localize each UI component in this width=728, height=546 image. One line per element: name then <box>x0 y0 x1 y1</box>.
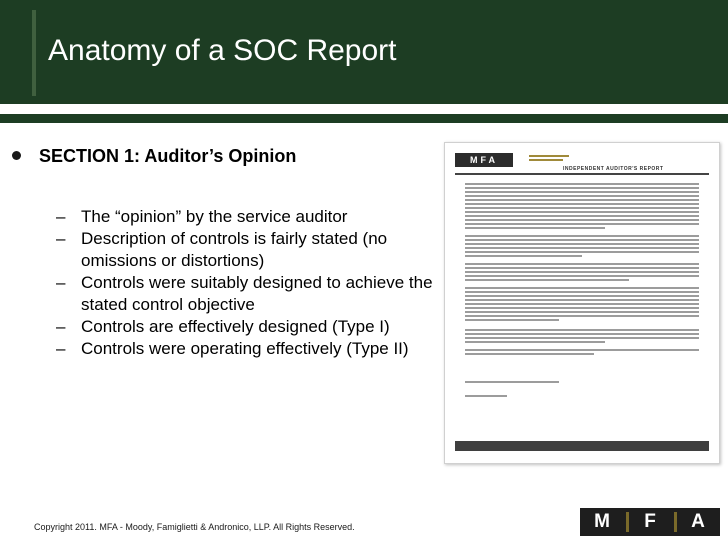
logo-letter: A <box>691 511 705 532</box>
mfa-logo <box>580 508 720 536</box>
list-item: – Controls were suitably designed to achieve the stated control objective <box>56 273 433 314</box>
list-item: – Controls were operating effectively (Type II) <box>56 339 409 358</box>
title-bar <box>0 0 728 104</box>
dash-icon: – <box>56 229 66 248</box>
sub-bullet-list <box>56 206 436 360</box>
logo-letter: F <box>644 511 656 532</box>
title-accent-bar <box>32 10 36 96</box>
document-rule <box>455 173 709 175</box>
document-heading: INDEPENDENT AUDITOR'S REPORT <box>563 166 664 172</box>
logo-divider <box>626 512 629 532</box>
document-paragraph <box>465 347 699 357</box>
dash-icon: – <box>56 317 66 336</box>
logo-letter: M <box>594 511 610 532</box>
section-heading: SECTION 1: Auditor’s Opinion <box>39 146 297 166</box>
section-bullet <box>12 146 296 167</box>
dash-icon: – <box>56 339 66 358</box>
bullet-dot-icon <box>12 151 21 160</box>
document-paragraph <box>465 233 699 259</box>
copyright-text: Copyright 2011. MFA - Moody, Famiglietti & Andronico, LLP. All Rights Reserved. <box>34 522 355 532</box>
document-firm-lines <box>529 153 569 163</box>
dash-icon: – <box>56 207 66 226</box>
slide-title: Anatomy of a SOC Report <box>48 34 397 67</box>
document-paragraph <box>465 285 699 323</box>
document-paragraph <box>465 327 699 345</box>
title-divider <box>0 114 728 123</box>
report-document-image <box>444 142 720 464</box>
document-logo: MFA <box>455 153 513 167</box>
document-footer <box>455 441 709 451</box>
document-paragraph <box>465 261 699 283</box>
document-paragraph <box>465 181 699 231</box>
document-signature <box>465 379 699 399</box>
list-item: – Controls are effectively designed (Type I) <box>56 317 390 336</box>
list-item: – Description of controls is fairly stated (no omissions or distortions) <box>56 229 388 270</box>
dash-icon: – <box>56 273 66 292</box>
logo-divider <box>674 512 677 532</box>
list-item: – The “opinion” by the service auditor <box>56 207 348 226</box>
